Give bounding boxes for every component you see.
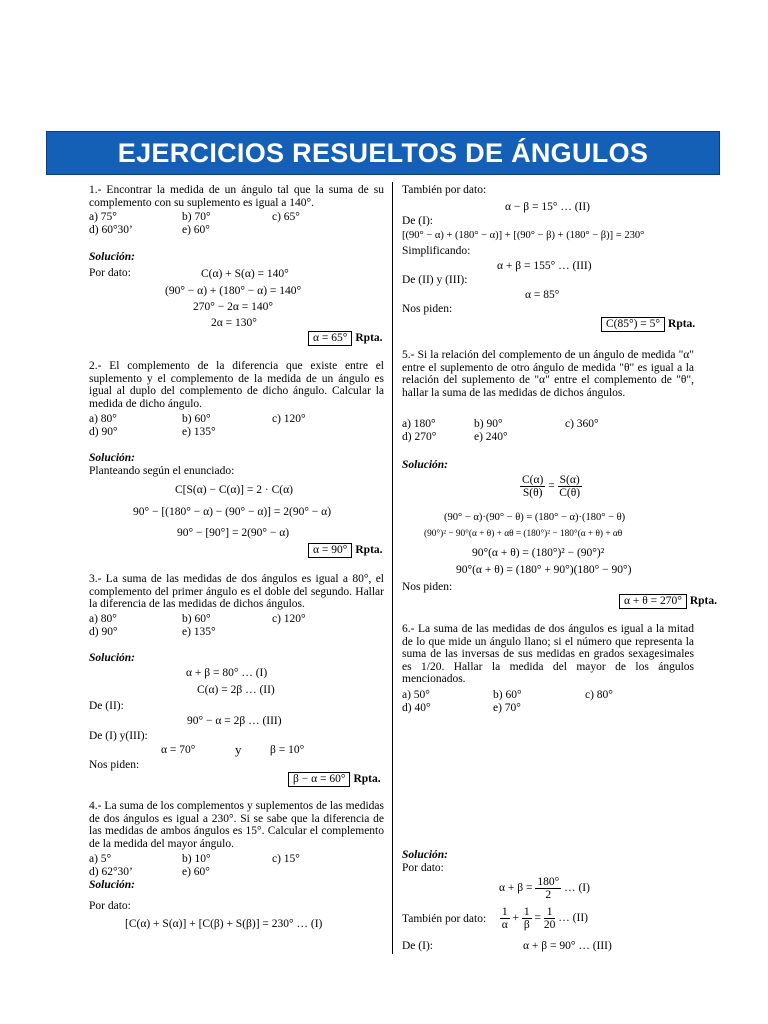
text-line: También por dato: xyxy=(402,912,487,925)
text-line: De (I): xyxy=(402,940,433,952)
equation: (90° − α) + (180° − α) = 140° xyxy=(165,285,302,297)
numerator: 1 xyxy=(544,906,556,919)
equation: α + β = 155° … (III) xyxy=(497,260,592,272)
answer-box xyxy=(619,594,717,609)
problem-3-option-c: c) 120° xyxy=(272,613,306,625)
equation: 270° − 2α = 140° xyxy=(193,301,273,313)
equation: C(α) = 2β … (II) xyxy=(197,684,275,696)
problem-3-statement: 3.- La suma de las medidas de dos ángulos es igual a 80°, el complemento del primer ángulo es el doble del segundo. Hallar la diferencia de las medidas de dichos ángulos. xyxy=(89,573,384,610)
problem-4-statement: 4.- La suma de los complementos y suplementos de las medidas de dos ángulos es igual a 230°. Si se sabe que la diferencia de las medidas de ambos ángulos es 15°. Calcular el complemento de la medida del mayor ángulo. xyxy=(89,800,384,850)
equation-row xyxy=(402,906,588,931)
text-line: Por dato: xyxy=(89,267,131,279)
equation: C[S(α) − C(α)] = 2 · C(α) xyxy=(175,484,293,496)
text-line: También por dato: xyxy=(402,184,487,196)
fraction xyxy=(544,906,556,931)
equals-sign: = xyxy=(548,480,555,493)
problem-5-option-d: d) 270° xyxy=(402,431,437,443)
problem-6-option-d: d) 40° xyxy=(402,702,431,714)
equation: α − β = 15° … (II) xyxy=(505,201,591,213)
problem-1-option-d: d) 60°30’ xyxy=(89,224,133,236)
problem-4-option-c: c) 15° xyxy=(272,853,300,865)
problem-6-option-c: c) 80° xyxy=(585,689,613,701)
equation: [C(α) + S(α)] + [C(β) + S(β)] = 230° … (I) xyxy=(125,918,323,930)
equation-part: α + β = xyxy=(499,882,533,895)
numerator: 180° xyxy=(537,876,560,888)
problem-4-option-a: a) 5° xyxy=(89,853,112,865)
equation: β = 10° xyxy=(270,744,305,756)
equation: C(α) + S(α) = 140° xyxy=(201,268,289,280)
numerator: C(α) xyxy=(522,474,544,486)
rpta-label: Rpta. xyxy=(668,318,696,330)
denominator: C(θ) xyxy=(559,487,581,499)
equation: α + β = 90° … (III) xyxy=(523,940,612,952)
problem-5-statement: 5.- Si la relación del complemento de un ángulo de medida "α" entre el suplemento de otro ángulo de medida "θ" es igual a la relación del suplemento de "α" entre el complemento de "θ", hallar la suma de las medidas de dichos ángulos. xyxy=(402,349,694,399)
denominator: β xyxy=(523,919,530,931)
numerator: 1 xyxy=(523,906,530,918)
fraction xyxy=(535,876,561,901)
problem-2-option-b: b) 60° xyxy=(182,413,211,425)
answer-value: β − α = 60° xyxy=(288,772,350,787)
answer-value: α + θ = 270° xyxy=(619,594,687,609)
problem-3-option-b: b) 60° xyxy=(182,613,211,625)
equation: α = 85° xyxy=(525,289,560,301)
rpta-label: Rpta. xyxy=(689,595,718,607)
problem-6-option-b: b) 60° xyxy=(493,689,522,701)
problem-4-option-b: b) 10° xyxy=(182,853,211,865)
problem-1-statement: 1.- Encontrar la medida de un ángulo tal que la suma de su complemento con su suplemento es igual a 140°. xyxy=(89,184,384,209)
plus-sign: + xyxy=(512,912,520,925)
problem-5-option-a: a) 180° xyxy=(402,418,436,430)
equation-part: … (I) xyxy=(564,882,590,895)
problem-2-option-d: d) 90° xyxy=(89,426,118,438)
equation: 90° − [(180° − α) − (90° − α)] = 2(90° − α) xyxy=(133,506,332,518)
answer-box xyxy=(601,317,695,332)
answer-value: C(85°) = 5° xyxy=(601,317,665,332)
text-line: De (II): xyxy=(89,700,124,712)
problem-3-option-a: a) 80° xyxy=(89,613,117,625)
column-divider xyxy=(392,182,393,954)
problem-4-option-d: d) 62°30’ xyxy=(89,866,133,878)
equation: 2α = 130° xyxy=(211,317,257,329)
text-line: Nos piden: xyxy=(402,581,453,593)
denominator: α xyxy=(501,919,508,931)
problem-2-option-a: a) 80° xyxy=(89,413,117,425)
numerator: 1 xyxy=(501,906,508,918)
denominator: 2 xyxy=(545,889,552,901)
equation xyxy=(499,876,590,901)
equation: α + β = 80° … (I) xyxy=(186,667,268,679)
fraction xyxy=(558,474,582,499)
equation: (90°)² − 90°(α + θ) + αθ = (180°)² − 180°(α + θ) + αθ xyxy=(424,529,623,539)
problem-1-option-a: a) 75° xyxy=(89,211,117,223)
rpta-label: Rpta. xyxy=(353,773,381,785)
equation: 90° − α = 2β … (III) xyxy=(187,715,282,727)
problem-2-option-e: e) 135° xyxy=(182,426,216,438)
text-line: Planteando según el enunciado: xyxy=(89,465,235,477)
equation: [(90° − α) + (180° − α)] + [(90° − β) + (180° − β)] = 230° xyxy=(402,230,645,241)
solution-label: Solución: xyxy=(89,251,136,263)
problem-5-option-e: e) 240° xyxy=(474,431,508,443)
equation: 90°(α + θ) = (180°)² − (90°)² xyxy=(472,547,605,559)
answer-box xyxy=(308,543,383,558)
solution-label: Solución: xyxy=(402,459,449,471)
text-line: Por dato: xyxy=(89,900,131,912)
title-banner xyxy=(46,131,720,175)
solution-label: Solución: xyxy=(89,879,136,891)
answer-box xyxy=(288,772,381,787)
equals-sign: = xyxy=(534,912,542,925)
problem-3-option-d: d) 90° xyxy=(89,626,118,638)
denominator: S(θ) xyxy=(522,487,543,499)
problem-5-option-b: b) 90° xyxy=(474,418,503,430)
equation xyxy=(520,474,582,499)
problem-1-option-b: b) 70° xyxy=(182,211,211,223)
answer-box xyxy=(308,331,383,346)
rpta-label: Rpta. xyxy=(355,332,383,344)
equation-part: … (II) xyxy=(558,912,588,925)
problem-3-option-e: e) 135° xyxy=(182,626,216,638)
numerator: S(α) xyxy=(559,474,580,486)
equation: α = 70° xyxy=(161,744,196,756)
right-column xyxy=(402,184,718,964)
fraction xyxy=(500,906,510,931)
text-line: y xyxy=(235,742,242,757)
text-line: De (I) y(III): xyxy=(89,730,148,742)
text-line: De (II) y (III): xyxy=(402,274,468,286)
text-line: Nos piden: xyxy=(89,759,140,771)
equation: 90°(α + θ) = (180° + 90°)(180° − 90°) xyxy=(456,564,632,576)
solution-label: Solución: xyxy=(89,652,136,664)
text-line: Simplificando: xyxy=(402,245,471,257)
problem-6-option-e: e) 70° xyxy=(493,702,521,714)
text-line: De (I): xyxy=(402,215,433,227)
answer-value: α = 90° xyxy=(308,543,352,558)
problem-1-option-c: c) 65° xyxy=(272,211,300,223)
text-line: Por dato: xyxy=(402,862,444,874)
solution-label: Solución: xyxy=(89,452,136,464)
fraction xyxy=(520,474,545,499)
answer-value: α = 65° xyxy=(308,331,352,346)
text-line: Nos piden: xyxy=(402,303,453,315)
problem-2-option-c: c) 120° xyxy=(272,413,306,425)
problem-6-statement: 6.- La suma de las medidas de dos ángulos es igual a la mitad de lo que mide un ángulo llano; si el número que representa la suma de las inversas de sus medidas en grados sexagesimales es 1/20. Hallar la medida del mayor de los ángulos mencionados. xyxy=(402,623,694,685)
rpta-label: Rpta. xyxy=(355,544,383,556)
equation: 90° − [90°] = 2(90° − α) xyxy=(177,527,290,539)
problem-6-option-a: a) 50° xyxy=(402,689,430,701)
solution-label: Solución: xyxy=(402,849,449,861)
equation: (90° − α)·(90° − θ) = (180° − α)·(180° − θ) xyxy=(444,512,626,523)
problem-5-option-c: c) 360° xyxy=(565,418,599,430)
problem-2-statement: 2.- El complemento de la diferencia que existe entre el suplemento y el complemento de la medida de un ángulo es igual al duplo del complemento de dicho ángulo. Calcular la medida de dicho ángulo. xyxy=(89,360,384,410)
left-column xyxy=(89,184,384,964)
denominator: 20 xyxy=(543,919,556,931)
fraction xyxy=(522,906,532,931)
page-title: EJERCICIOS RESUELTOS DE ÁNGULOS xyxy=(117,138,649,168)
problem-4-option-e: e) 60° xyxy=(182,866,210,878)
problem-1-option-e: e) 60° xyxy=(182,224,210,236)
